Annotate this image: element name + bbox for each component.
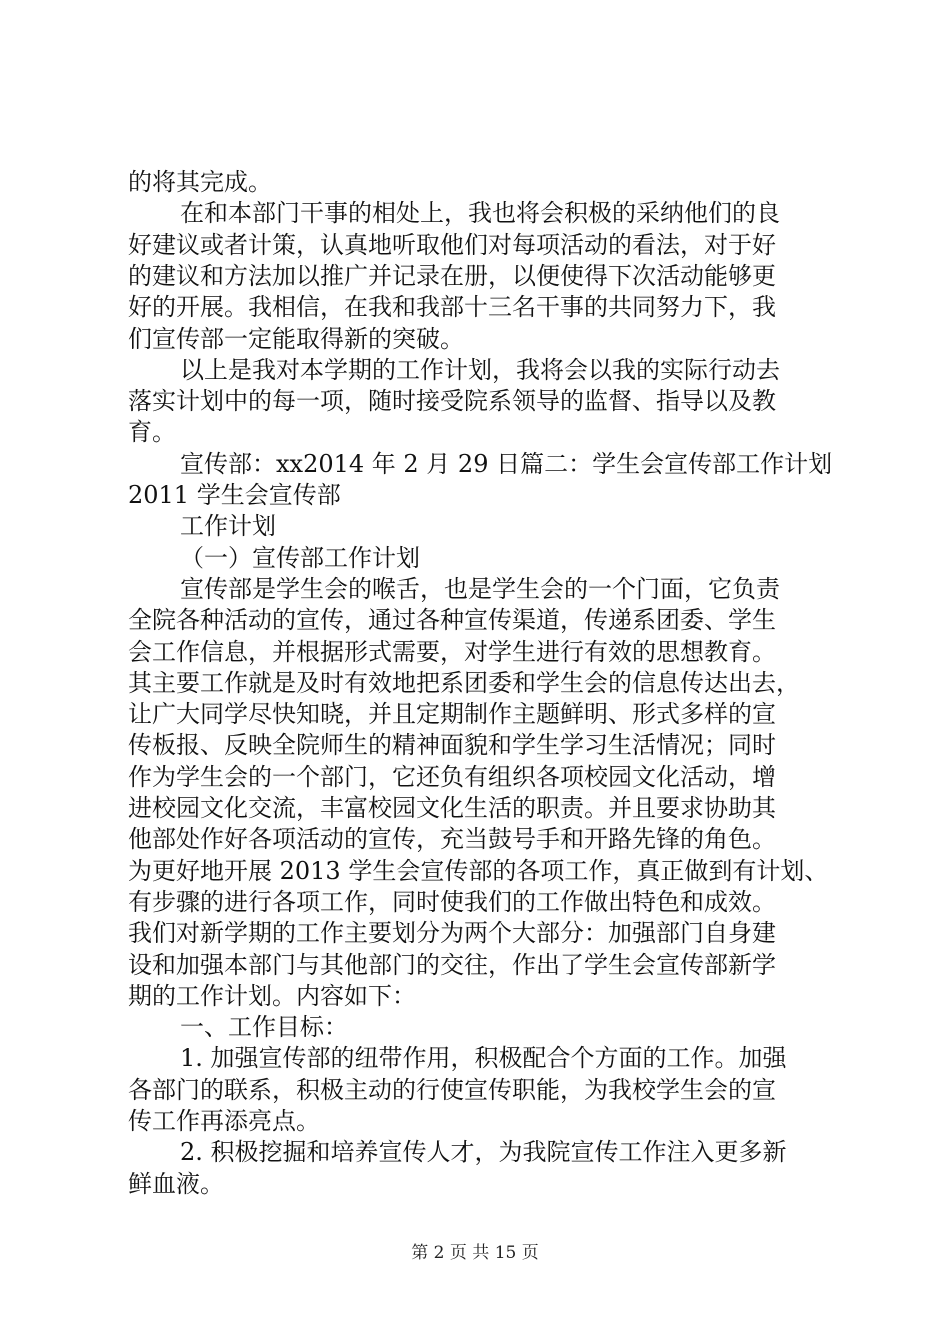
text-line: 的将其完成。 bbox=[128, 168, 272, 196]
text-line: 为更好地开展 2013 学生会宣传部的各项工作，真正做到有计划、 bbox=[128, 857, 829, 885]
page-footer: 第 2 页 共 15 页 bbox=[411, 1243, 539, 1263]
text-line: 期的工作计划。内容如下： bbox=[128, 982, 416, 1010]
text-line: 让广大同学尽快知晓，并且定期制作主题鲜明、形式多样的宣 bbox=[128, 700, 776, 728]
text-line: 的建议和方法加以推广并记录在册，以便使得下次活动能够更 bbox=[128, 262, 776, 290]
text-line: 好的开展。我相信，在我和我部十三名干事的共同努力下，我 bbox=[128, 293, 776, 321]
paragraph-line: 1. 加强宣传部的纽带作用，积极配合个方面的工作。加强 bbox=[180, 1044, 787, 1072]
text-line: 其主要工作就是及时有效地把系团委和学生会的信息传达出去， bbox=[128, 669, 800, 697]
section-heading: 一、工作目标： bbox=[180, 1013, 348, 1041]
text-line: 鲜血液。 bbox=[128, 1170, 224, 1198]
text-line: 全院各种活动的宣传，通过各种宣传渠道，传递系团委、学生 bbox=[128, 606, 776, 634]
text-line: 们宣传部一定能取得新的突破。 bbox=[128, 325, 464, 353]
paragraph-line: 宣传部：xx2014 年 2 月 29 日篇二：学生会宣传部工作计划 bbox=[180, 450, 833, 478]
section-heading: 工作计划 bbox=[180, 512, 276, 540]
paragraph-line: 2. 积极挖掘和培养宣传人才，为我院宣传工作注入更多新 bbox=[180, 1138, 787, 1166]
text-line: 育。 bbox=[128, 418, 176, 446]
text-line: 他部处作好各项活动的宣传，充当鼓号手和开路先锋的角色。 bbox=[128, 825, 776, 853]
text-line: 进校园文化交流，丰富校园文化生活的职责。并且要求协助其 bbox=[128, 794, 776, 822]
text-line: 落实计划中的每一项，随时接受院系领导的监督、指导以及教 bbox=[128, 387, 776, 415]
text-line: 设和加强本部门与其他部门的交往，作出了学生会宣传部新学 bbox=[128, 951, 776, 979]
text-line: 有步骤的进行各项工作，同时使我们的工作做出特色和成效。 bbox=[128, 888, 776, 916]
paragraph-line: 宣传部是学生会的喉舌，也是学生会的一个门面，它负责 bbox=[180, 575, 780, 603]
text-line: 2011 学生会宣传部 bbox=[128, 481, 341, 509]
text-line: 我们对新学期的工作主要划分为两个大部分：加强部门自身建 bbox=[128, 919, 776, 947]
section-heading: （一）宣传部工作计划 bbox=[180, 544, 420, 572]
text-line: 传板报、反映全院师生的精神面貌和学生学习生活情况；同时 bbox=[128, 731, 776, 759]
paragraph-line: 在和本部门干事的相处上，我也将会积极的采纳他们的良 bbox=[180, 199, 780, 227]
paragraph-line: 以上是我对本学期的工作计划，我将会以我的实际行动去 bbox=[180, 356, 780, 384]
text-line: 传工作再添亮点。 bbox=[128, 1107, 320, 1135]
text-line: 各部门的联系，积极主动的行使宣传职能，为我校学生会的宣 bbox=[128, 1076, 776, 1104]
text-line: 会工作信息，并根据形式需要，对学生进行有效的思想教育。 bbox=[128, 638, 776, 666]
text-line: 作为学生会的一个部门，它还负有组织各项校园文化活动，增 bbox=[128, 763, 776, 791]
text-line: 好建议或者计策，认真地听取他们对每项活动的看法，对于好 bbox=[128, 231, 776, 259]
